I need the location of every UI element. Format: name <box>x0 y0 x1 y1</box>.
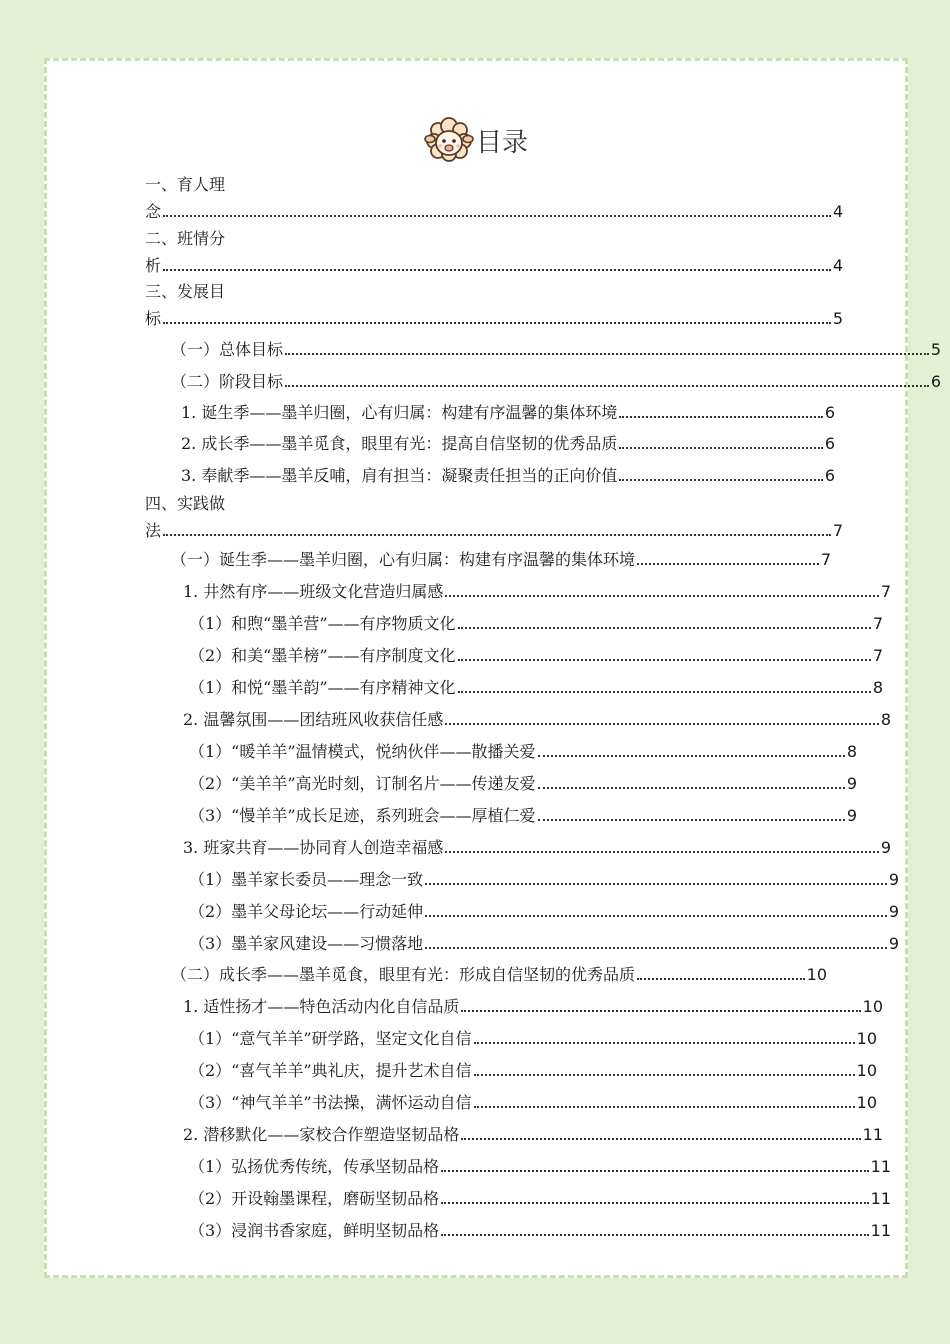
toc-entry[interactable] <box>183 581 891 602</box>
toc-entry-label: 析 <box>145 256 162 275</box>
toc-entry[interactable] <box>145 520 843 541</box>
toc-heading-label: 二、班情分 <box>145 229 226 248</box>
toc-entry[interactable] <box>171 339 941 360</box>
dot-leader <box>425 901 887 917</box>
toc-heading-label: 四、实践做 <box>145 494 226 513</box>
toc-page-number: 7 <box>872 646 883 665</box>
toc-entry-label: （二）阶段目标 <box>171 372 284 391</box>
toc-page-number: 11 <box>870 1157 891 1176</box>
toc-entry-label: 3. 奉献季——墨羊反哺，肩有担当：凝聚责任担当的正向价值 <box>181 466 618 485</box>
toc-entry-label: （一）总体目标 <box>171 340 284 359</box>
toc-page-number: 10 <box>806 965 827 984</box>
toc-page-number: 9 <box>888 902 899 921</box>
toc-page-number: 4 <box>832 202 843 221</box>
toc-entry-label: 1. 井然有序——班级文化营造归属感 <box>183 582 444 601</box>
toc-page-number: 8 <box>846 742 857 761</box>
toc-page-number: 9 <box>846 774 857 793</box>
toc-entry-label: （2）“喜气羊羊”典礼庆，提升艺术自信 <box>189 1061 472 1080</box>
toc-page-number: 9 <box>888 870 899 889</box>
toc-entry[interactable] <box>181 402 835 423</box>
toc-entry-label: （3）“慢羊羊”成长足迹，系列班会——厚植仁爱 <box>189 806 536 825</box>
toc-page-number: 8 <box>872 678 883 697</box>
dot-leader <box>441 1156 868 1172</box>
toc-entry-label: （3）浸润书香家庭，鲜明坚韧品格 <box>189 1221 440 1240</box>
toc-entry-label: （1）墨羊家长委员——理念一致 <box>189 870 424 889</box>
toc-entry[interactable] <box>171 371 941 392</box>
toc-page-number: 5 <box>832 309 843 328</box>
dot-leader <box>474 1028 855 1044</box>
toc-page-number: 9 <box>888 934 899 953</box>
toc-page-number: 6 <box>824 434 835 453</box>
toc-page-number: 11 <box>870 1221 891 1240</box>
dot-leader <box>425 933 887 949</box>
toc-entry-label: （2）和美“墨羊榜”——有序制度文化 <box>189 646 456 665</box>
dot-leader <box>619 402 822 418</box>
dot-leader <box>441 1220 868 1236</box>
toc-entry[interactable] <box>189 741 857 762</box>
toc-entry[interactable] <box>171 964 827 985</box>
dot-leader <box>461 996 860 1012</box>
toc-page-number: 7 <box>872 614 883 633</box>
toc-entry-label: （1）“意气羊羊”研学路，坚定文化自信 <box>189 1029 472 1048</box>
toc-heading-label: 三、发展目 <box>145 282 226 301</box>
dot-leader <box>445 837 878 853</box>
toc-page-number: 10 <box>856 1029 877 1048</box>
toc-page-number: 9 <box>880 838 891 857</box>
toc-heading-label: 一、育人理 <box>145 175 226 194</box>
dot-leader <box>163 201 831 217</box>
toc-entry-label: （3）“神气羊羊”书法操，满怀运动自信 <box>189 1093 472 1112</box>
toc-page-number: 11 <box>870 1189 891 1208</box>
toc-entry-label: 3. 班家共育——协同育人创造幸福感 <box>183 838 444 857</box>
toc-entry[interactable] <box>181 433 835 454</box>
toc-entry[interactable] <box>183 709 891 730</box>
toc-entry[interactable] <box>189 1060 877 1081</box>
toc-entry-label: （一）诞生季——墨羊归圈，心有归属：构建有序温馨的集体环境 <box>171 550 636 569</box>
toc-entry[interactable] <box>145 201 843 222</box>
dot-leader <box>163 255 831 271</box>
toc-entry[interactable] <box>183 1124 883 1145</box>
dot-leader <box>637 964 805 980</box>
toc-page-number: 4 <box>832 256 843 275</box>
toc-entry-label: （2）“美羊羊”高光时刻，订制名片——传递友爱 <box>189 774 536 793</box>
toc-entry[interactable] <box>183 996 883 1017</box>
toc-page-number: 11 <box>862 1125 883 1144</box>
toc-page-number: 7 <box>820 550 831 569</box>
dot-leader <box>619 465 822 481</box>
table-of-contents <box>47 61 941 1275</box>
dot-leader <box>285 371 929 387</box>
toc-entry-label: （二）成长季——墨羊觅食，眼里有光：形成自信坚韧的优秀品质 <box>171 965 636 984</box>
toc-entry-label: 念 <box>145 202 162 221</box>
dot-leader <box>163 308 831 324</box>
toc-entry[interactable] <box>183 837 891 858</box>
dot-leader <box>425 869 887 885</box>
dot-leader <box>538 805 845 821</box>
dot-leader <box>445 581 878 597</box>
toc-entry-label: 标 <box>145 309 162 328</box>
toc-entry[interactable] <box>189 645 883 666</box>
toc-page-number: 10 <box>862 997 883 1016</box>
toc-page-number: 9 <box>846 806 857 825</box>
toc-entry-label: 1. 诞生季——墨羊归圈，心有归属：构建有序温馨的集体环境 <box>181 403 618 422</box>
toc-entry-label: （1）和煦“墨羊营”——有序物质文化 <box>189 614 456 633</box>
toc-entry-label: （1）“暖羊羊”温情模式，悦纳伙伴——散播关爱 <box>189 742 536 761</box>
dot-leader <box>445 709 878 725</box>
toc-page-number: 6 <box>930 372 941 391</box>
dot-leader <box>458 677 871 693</box>
toc-entry[interactable] <box>181 465 835 486</box>
dot-leader <box>458 645 871 661</box>
toc-entry[interactable] <box>189 1156 891 1177</box>
toc-page-number: 6 <box>824 466 835 485</box>
toc-entry[interactable] <box>189 1220 891 1241</box>
toc-page-number: 10 <box>856 1061 877 1080</box>
toc-entry[interactable] <box>145 255 843 276</box>
dot-leader <box>285 339 929 355</box>
toc-entry[interactable] <box>189 933 899 954</box>
dot-leader <box>441 1188 868 1204</box>
dot-leader <box>458 613 871 629</box>
toc-entry[interactable] <box>189 1092 877 1113</box>
dot-leader <box>538 773 845 789</box>
toc-entry-label: 2. 温馨氛围——团结班风收获信任感 <box>183 710 444 729</box>
toc-entry[interactable] <box>189 613 883 634</box>
toc-entry-label: 2. 潜移默化——家校合作塑造坚韧品格 <box>183 1125 460 1144</box>
toc-page-number: 7 <box>832 521 843 540</box>
toc-entry[interactable] <box>189 805 857 826</box>
toc-entry[interactable] <box>189 1188 891 1209</box>
toc-entry[interactable] <box>145 308 843 329</box>
toc-entry[interactable] <box>171 549 831 570</box>
toc-page-number: 5 <box>930 340 941 359</box>
toc-entry-label: 2. 成长季——墨羊觅食，眼里有光：提高自信坚韧的优秀品质 <box>181 434 618 453</box>
toc-page-number: 7 <box>880 582 891 601</box>
toc-entry[interactable] <box>189 773 857 794</box>
toc-entry-label: （3）墨羊家风建设——习惯落地 <box>189 934 424 953</box>
toc-entry-label: 法 <box>145 521 162 540</box>
page-title: 目录 <box>475 127 528 158</box>
toc-entry-label: （1）弘扬优秀传统，传承坚韧品格 <box>189 1157 440 1176</box>
toc-page-number: 8 <box>880 710 891 729</box>
dot-leader <box>474 1092 855 1108</box>
toc-entry-label: 1. 适性扬才——特色活动内化自信品质 <box>183 997 460 1016</box>
toc-page-number: 6 <box>824 403 835 422</box>
toc-entry[interactable] <box>189 869 899 890</box>
dot-leader <box>461 1124 860 1140</box>
toc-entry[interactable] <box>189 901 899 922</box>
toc-entry[interactable] <box>189 677 883 698</box>
dot-leader <box>619 433 822 449</box>
toc-entry-label: （2）开设翰墨课程，磨砺坚韧品格 <box>189 1189 440 1208</box>
toc-page-number: 10 <box>856 1093 877 1112</box>
dot-leader <box>637 549 819 565</box>
toc-entry[interactable] <box>189 1028 877 1049</box>
toc-entry-label: （2）墨羊父母论坛——行动延伸 <box>189 902 424 921</box>
dot-leader <box>163 520 831 536</box>
dot-leader <box>474 1060 855 1076</box>
toc-page <box>44 58 941 1278</box>
dot-leader <box>538 741 845 757</box>
toc-entry-label: （1）和悦“墨羊韵”——有序精神文化 <box>189 678 456 697</box>
